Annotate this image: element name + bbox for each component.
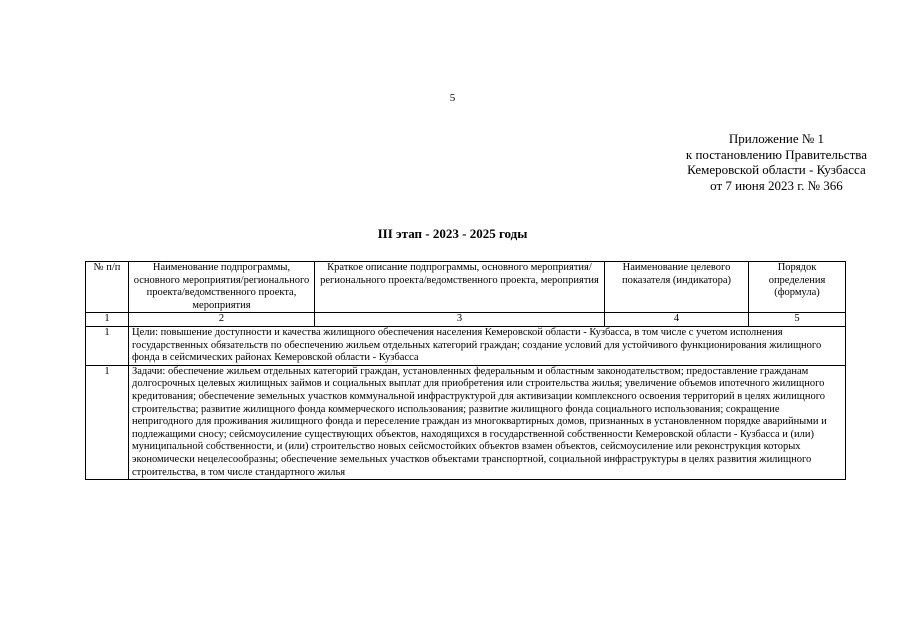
column-number: 2 [129, 313, 315, 327]
page-number: 5 [449, 92, 456, 104]
appendix-header [686, 131, 867, 193]
header-description: Краткое описание подпрограммы, основного мероприятия/регионального проекта/ведомственного проекта, мероприятия [315, 262, 605, 313]
appendix-line-2: к постановлению Правительства [685, 146, 867, 162]
table-header-row [86, 262, 846, 313]
table-row [86, 326, 846, 365]
column-number-row [86, 313, 846, 327]
header-formula: Порядок определения (формула) [749, 262, 846, 313]
row-number: 1 [86, 365, 129, 479]
appendix-line-1: Приложение № 1 [728, 131, 825, 146]
column-number: 1 [86, 313, 129, 327]
table-row [86, 365, 846, 479]
column-number: 4 [605, 313, 749, 327]
goals-text: Цели: повышение доступности и качества жилищного обеспечения населения Кемеровской области - Кузбасса, в том числе с учетом исполнения государственных обязательств по обеспечению жильем отдельных категорий граждан; создание условий для устойчивого функционирования жилищного фонда в сейсмических районах Кемеровской области - Кузбасса [129, 326, 846, 365]
tasks-text: Задачи: обеспечение жильем отдельных категорий граждан, установленных федеральным и областным законодательством; предоставление гражданам долгосрочных целевых жилищных займов и социальных выплат для приобретения или строительства жилья; увеличение объемов ипотечного жилищного кредитования; обеспечение земельных участков коммунальной инфраструктурой для активизации комплексного освоения территорий в целях жилищного строительства; развитие жилищного фонда коммерческого использования; развитие жилищного фонда социального использования; сокращение непригодного для проживания жилищного фонда и переселение граждан из многоквартирных домов, признанных в установленном порядке аварийными и подлежащими сносу; сейсмоусиление существующих объектов, находящихся в государственной собственности Кемеровской области - Кузбасса и (или) муниципальной собственности, и (или) строительство новых сейсмостойких объектов взамен объектов, сейсмоусиление или реконструкция которых экономически нецелесообразны; обеспечение земельных участков объектами транспортной, социальной инфраструктуры в целях развития жилищного строительства, в том числе стандартного жилья [129, 365, 846, 479]
column-number: 3 [315, 313, 605, 327]
header-name: Наименование подпрограммы, основного мероприятия/регионального проекта/ведомственного проекта, мероприятия [129, 262, 315, 313]
stage-title: III этап - 2023 - 2025 годы [377, 226, 528, 241]
appendix-line-4: от 7 июня 2023 г. № 366 [710, 177, 843, 193]
column-number: 5 [749, 313, 846, 327]
appendix-line-3: Кемеровской области - Кузбасса [687, 162, 866, 177]
program-table [85, 261, 846, 480]
header-number: № п/п [86, 262, 129, 313]
row-number: 1 [86, 326, 129, 365]
header-indicator: Наименование целевого показателя (индикатора) [605, 262, 749, 313]
